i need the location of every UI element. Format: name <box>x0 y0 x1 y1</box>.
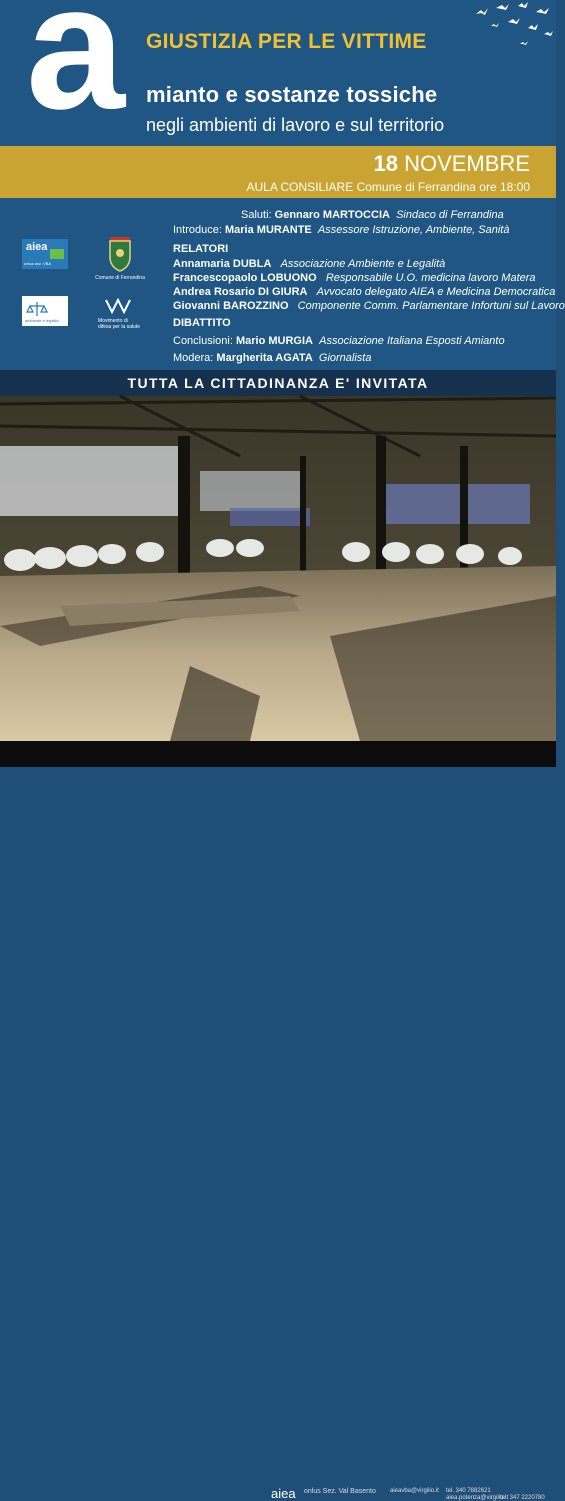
footer-email-2: aiea.potenza@virgilio.it <box>446 1495 509 1501</box>
relatore-name: Giovanni BAROZZINO <box>173 300 289 312</box>
venue-label: AULA CONSILIARE <box>246 180 354 194</box>
aiea-logo <box>22 239 68 269</box>
relatore-name: Annamaria DUBLA <box>173 258 272 270</box>
relatore-name: Andrea Rosario DI GIURA <box>173 286 308 298</box>
relatore-row <box>173 300 565 312</box>
saluti-role: Sindaco di Ferrandina <box>396 209 504 221</box>
relatore-row <box>173 286 555 298</box>
relatore-role: Associazione Ambiente e Legalità <box>280 258 446 270</box>
conclusioni-row <box>173 335 505 347</box>
comune-logo-label: Comune di Ferrandina <box>95 275 145 281</box>
birds-icon <box>436 0 556 60</box>
introduce-name: Maria MURANTE <box>224 224 312 236</box>
mdl-mark-icon <box>98 296 142 318</box>
mdl-logo <box>98 296 142 330</box>
warehouse-photo <box>0 396 556 741</box>
footer-brand-sub: onlus Sez. Val Basento <box>304 1488 376 1495</box>
event-venue <box>247 180 531 194</box>
footer-tel-1: tel. 340 7882621 <box>446 1488 491 1494</box>
saluti-label: Saluti: <box>241 209 272 221</box>
title-line-2: negli ambienti di lavoro e sul territorio <box>146 115 445 135</box>
saluti-row <box>241 209 504 221</box>
event-date <box>373 151 530 177</box>
footer-content <box>0 741 556 1501</box>
venue-detail: Comune di Ferrandina ore 18:00 <box>356 180 530 194</box>
relatore-role: Componente Comm. Parlamentare Infortuni sul Lavoro <box>297 300 565 312</box>
invite-text: TUTTA LA CITTADINANZA E' INVITATA <box>127 375 429 391</box>
tagline: GIUSTIZIA PER LE VITTIME <box>146 30 427 53</box>
introduce-role: Assessore Istruzione, Ambiente, Sanità <box>317 224 510 236</box>
conclusioni-role: Associazione Italiana Esposti Amianto <box>319 335 505 347</box>
relatore-role: Responsabile U.O. medicina lavoro Matera <box>325 272 536 284</box>
legalita-logo <box>22 296 68 326</box>
mdl-logo-text: Movimento di difesa per la salute <box>98 318 140 330</box>
footer-brand: aiea <box>271 1486 296 1501</box>
introduce-label: Introduce: <box>173 224 222 236</box>
modera-label: Modera: <box>173 352 214 364</box>
saluti-name: Gennaro MARTOCCIA <box>274 209 390 221</box>
footer-email-1: aieavba@virgilio.it <box>390 1488 439 1494</box>
introduce-row <box>173 224 509 236</box>
modera-role: Giornalista <box>318 352 372 364</box>
event-day: 18 <box>373 151 398 176</box>
modera-row <box>173 352 371 364</box>
comune-crest-logo <box>95 233 145 281</box>
relatore-row <box>173 258 445 270</box>
dibattito-heading: DIBATTITO <box>173 317 231 329</box>
big-letter-a: a <box>26 0 121 146</box>
conclusioni-name: Mario MURGIA <box>235 335 313 347</box>
legalita-logo-text: ambiente e legalità <box>25 318 59 323</box>
event-month: NOVEMBRE <box>404 151 530 176</box>
relatore-name: Francescopaolo LOBUONO <box>173 272 317 284</box>
conclusioni-label: Conclusioni: <box>173 335 233 347</box>
aiea-logo-sub: onlus sez. VBA <box>24 261 52 266</box>
modera-name: Margherita AGATA <box>216 352 313 364</box>
aiea-logo-text: aiea <box>26 241 48 253</box>
relatore-row <box>173 272 536 284</box>
relatori-heading: RELATORI <box>173 243 229 255</box>
title-line-1: mianto e sostanze tossiche <box>146 82 438 107</box>
footer-tel-2: tel. 347 2220780 <box>500 1495 545 1501</box>
aiea-logo-mark <box>50 249 64 259</box>
relatore-role: Avvocato delegato AIEA e Medicina Democratica <box>316 286 556 298</box>
crest-icon <box>98 233 142 273</box>
